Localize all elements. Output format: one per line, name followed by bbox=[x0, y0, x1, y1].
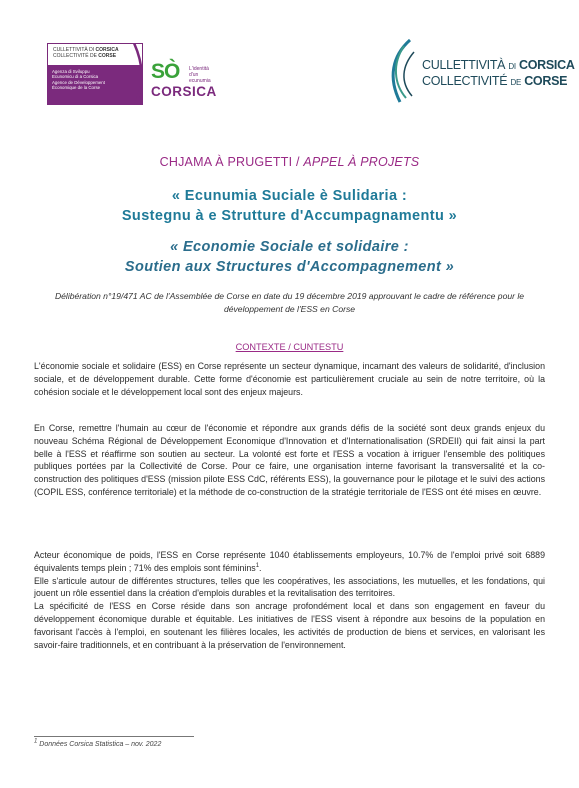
collectivite-de-corse-logo bbox=[384, 38, 575, 104]
collectivite-wordmark: CULLETTIVITÀ DI CORSICA COLLECTIVITÉ DE CORSE bbox=[422, 58, 575, 88]
section-heading-context: CONTEXTE / CUNTESTU bbox=[235, 342, 344, 352]
so-brand-name: CORSICA bbox=[151, 84, 217, 99]
paragraph-srdeii: En Corse, remettre l'humain au cœur de l'économie et répondre aux grands défis de la société sont deux grands enjeux du nouveau Schéma Régional de Développement Economique d'Innovation et d'Internationalisation (SRDEII) qui fait ainsi la part belle à l'ESS et réaffirme son soutien au secteur. La volonté est forte et l'ESS a vocation à irriguer l'ensemble des politiques publiques portées par la Collectivité de Corse. Pour ce faire, une organisation interne favorisant la transversalité et la co-construction des politiques d'ESS (mission pilote ESS CdC, référents ESS), la gouvernance pour le pilotage et le suivi des actions (COPIL ESS, conférence territoriale) et la méthode de co-construction de la stratégie territoriale de l'ESS ont été mises en œuvre. bbox=[34, 423, 545, 497]
so-brand-mark: SÒ bbox=[151, 60, 180, 83]
paragraph-figures: Acteur économique de poids, l'ESS en Corse représente 1040 établissements employeurs, 10.7% de l'emploi privé soit 6889 équivalents temps plein ; 71% des emplois sont féminins$^1$. Elle s'articule autour de différentes structures, telles que les coopératives, les associations, les mutuelles, et les fondations, qui jouent un rôle essentiel dans la création d'emplois durables et la revitalisation des territoires. La spécificité de l'ESS en Corse réside dans son ancrage profondément local et dans son engagement en faveur du développement économique durable et équitable. Les initiatives de l'ESS visent à répondre aux besoins de la population en favorisant l'accès à l'emploi, en soutenant les filières locales, les activités de production de biens et services, en valorisant les savoir-faire traditionnels, et en contribuant à la préservation de l'environnement. bbox=[34, 550, 545, 650]
deliberation-reference: Délibération n°19/471 AC de l'Assemblée de Corse en date du 19 décembre 2019 approuvant le cadre de référence pour le développement de l'ESS en Corse bbox=[54, 291, 525, 314]
moor-head-emblem-icon bbox=[384, 38, 420, 104]
footnote: $^1$ Données Corsica Statistica – nov. 2022 bbox=[34, 738, 162, 748]
paragraph-intro: L'économie sociale et solidaire (ESS) en Corse représente un secteur dynamique, incarnant des valeurs de solidarité, d'inclusion sociale, et de développement durable. Cette forme d'économie est particulièrement cruciale au sein de notre territoire, où la cohésion sociale et le développement local sont des enjeux majeurs. bbox=[34, 361, 545, 397]
so-corsica-brand bbox=[149, 61, 221, 105]
footnote-ref[interactable]: 1 bbox=[255, 562, 260, 569]
so-brand-tagline: L'identità d'un ecunumia bbox=[189, 66, 211, 84]
agency-logo-names: Agenza di Sviluppu Ecunomicu di a Corsica Agence de Développement Économique de la Corse bbox=[47, 65, 143, 105]
agency-logo-box bbox=[47, 43, 143, 105]
agency-logo-header: CULLETTIVITÀ DI CORSICA COLLECTIVITÉ DE CORSE bbox=[47, 43, 143, 65]
title-corsican: « Ecunumia Suciale è Sulidaria : Sustegnu à e Strutture d'Accumpagnamentu » bbox=[121, 188, 458, 224]
title-french: « Economie Sociale et solidaire : Soutien aux Structures d'Accompagnement » bbox=[124, 239, 455, 275]
adec-so-corsica-logo bbox=[47, 43, 219, 105]
footnote-divider bbox=[34, 736, 194, 737]
call-for-projects-heading: CHJAMA À PRUGETTI / APPEL À PROJETS bbox=[159, 155, 420, 169]
swoosh-icon bbox=[133, 43, 149, 105]
